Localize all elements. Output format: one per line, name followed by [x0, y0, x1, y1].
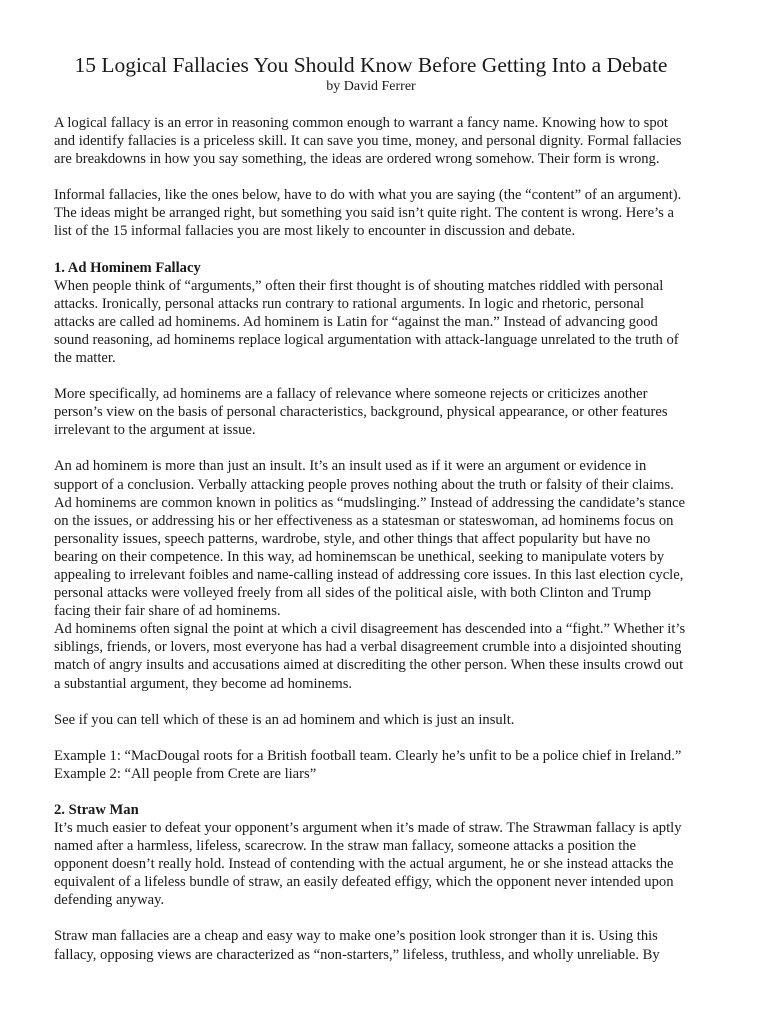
body-paragraph: When people think of “arguments,” often their first thought is of shouting matches riddled with personal attacks. Ironically, personal attacks run contrary to rational arguments. In logic and rhetoric, personal attacks are called ad hominems. Ad hominem is Latin for “against the man.” Instead of advancing good sound reasoning, ad hominems replace logical argumentation with attack-language unrelated to the truth of the matter. [54, 277, 679, 367]
body-paragraph: See if you can tell which of these is an ad hominem and which is just an insult. [54, 711, 515, 728]
intro-paragraph: Informal fallacies, like the ones below, have to do with what you are saying (the “content” of an argument). The ideas might be arranged right, but something you said isn’t quite right. The content is wrong. Here’s a list of the 15 informal fallacies you are most likely to encounter in discussion and debate. [54, 187, 682, 240]
document-title: 15 Logical Fallacies You Should Know Before Getting Into a Debate [74, 53, 668, 77]
section-heading-ad-hominem: 1. Ad Hominem Fallacy [54, 259, 201, 276]
intro-paragraph: A logical fallacy is an error in reasoning common enough to warrant a fancy name. Knowing how to spot and identify fallacies is a priceless skill. It can save you time, money, and personal dignity. Formal fallacies are breakdowns in how you say something, the ideas are ordered wrong somehow. Their form is wrong. [54, 115, 682, 168]
body-paragraph: More specifically, ad hominems are a fallacy of relevance where someone rejects or criticizes another person’s view on the basis of personal characteristics, background, physical appearance, or other features irrelevant to the argument at issue. [54, 386, 668, 439]
body-paragraph: Ad hominems often signal the point at which a civil disagreement has descended into a “fight.” Whether it’s siblings, friends, or lovers, most everyone has had a verbal disagreement crumble into a disjointed shouting match of angry insults and accusations aimed at discrediting the other person. When these insults crowd out a substantial argument, they become ad hominems. [54, 621, 686, 692]
body-paragraph: An ad hominem is more than just an insult. It’s an insult used as if it were an argument or evidence in support of a conclusion. Verbally attacking people proves nothing about the truth or falsity of their claims. Ad hominems are common known in politics as “mudslinging.” Instead of addressing the candidate’s stance on the issues, or addressing his or her effectiveness as a statesman or stateswoman, ad hominems focus on personality issues, speech patterns, wardrobe, style, and other things that affect popularity but have no bearing on their competence. In this way, ad hominemscan be unethical, seeking to manipulate voters by appealing to irrelevant foibles and name-calling instead of addressing core issues. In this last election cycle, personal attacks were volleyed freely from all sides of the political aisle, with both Clinton and Trump facing their fair share of ad hominems. [54, 458, 686, 620]
document-byline: by David Ferrer [326, 79, 416, 94]
example-line: Example 2: “All people from Crete are liars” [54, 765, 317, 782]
body-paragraph: It’s much easier to defeat your opponent’s argument when it’s made of straw. The Strawman fallacy is aptly named after a harmless, lifeless, scarecrow. In the straw man fallacy, someone attacks a position the opponent doesn’t really hold. Instead of contending with the actual argument, he or she instead attacks the equivalent of a lifeless bundle of straw, an easily defeated effigy, which the opponent never intended upon defending anyway. [54, 820, 682, 909]
example-line: Example 1: “MacDougal roots for a British football team. Clearly he’s unfit to be a police chief in Ireland.” [54, 747, 682, 764]
section-heading-straw-man: 2. Straw Man [54, 801, 139, 818]
body-paragraph: Straw man fallacies are a cheap and easy way to make one’s position look stronger than it is. Using this fallacy, opposing views are characterized as “non-starters,” lifeless, truthless, and wholly unreliable. By [54, 928, 660, 963]
